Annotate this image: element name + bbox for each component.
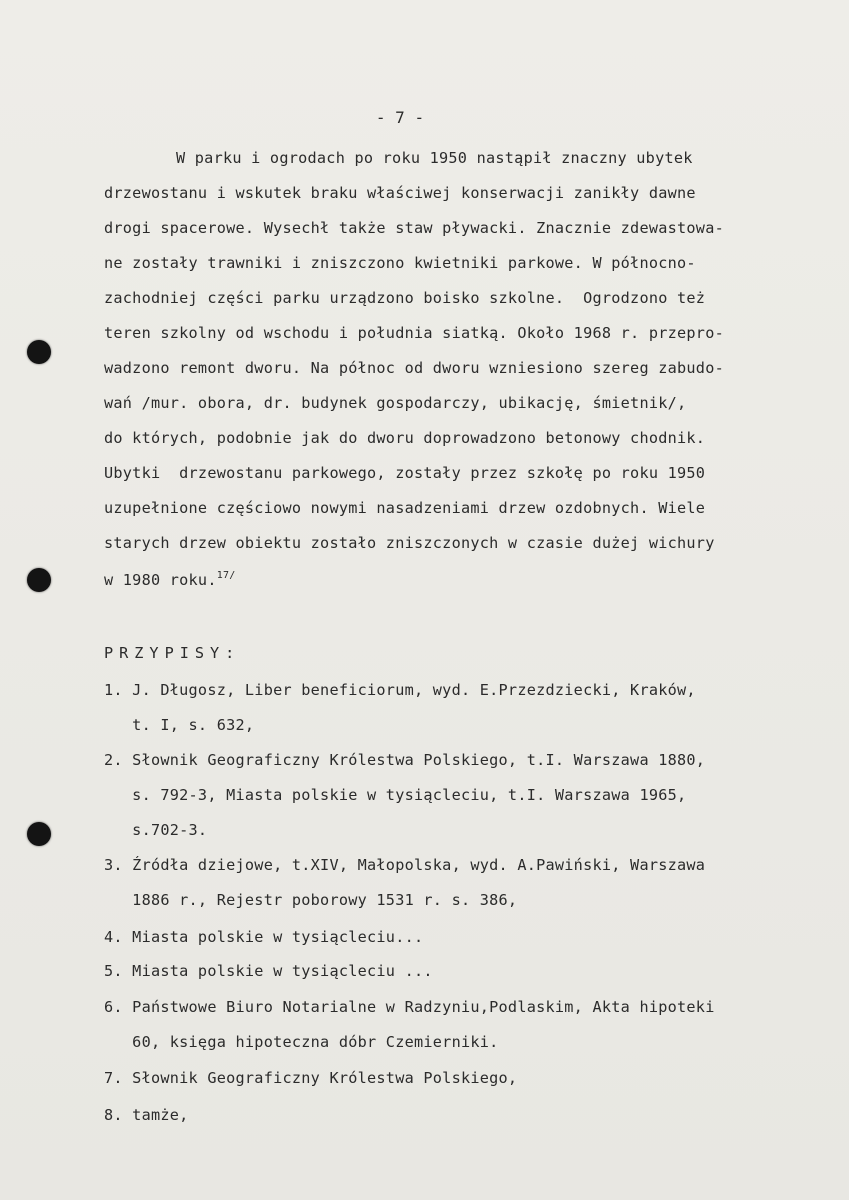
footnote-line: 3. Źródła dziejowe, t.XIV, Małopolska, wyd. A.Pawiński, Warszawa	[104, 856, 706, 874]
footnote-line: 1. J. Długosz, Liber beneficiorum, wyd. E.Przezdziecki, Kraków,	[104, 681, 696, 699]
footnote-line: 6. Państwowe Biuro Notarialne w Radzyniu,Podlaskim, Akta hipoteki	[104, 998, 715, 1016]
paragraph-line: drogi spacerowe. Wysechł także staw pływacki. Znacznie zdewastowa-	[104, 219, 724, 237]
paragraph-line: Ubytki drzewostanu parkowego, zostały przez szkołę po roku 1950	[104, 464, 706, 482]
paragraph-line: zachodniej części parku urządzono boisko szkolne. Ogrodzono też	[104, 289, 706, 307]
paragraph-line: drzewostanu i wskutek braku właściwej konserwacji zanikły dawne	[104, 184, 696, 202]
footnote-line: 8. tamże,	[104, 1106, 189, 1124]
paragraph-line: W parku i ogrodach po roku 1950 nastąpił znaczny ubytek	[176, 149, 693, 167]
punch-hole	[27, 568, 51, 592]
footnote-line: s. 792-3, Miasta polskie w tysiącleciu, t.I. Warszawa 1965,	[104, 786, 687, 804]
footnote-reference: 17/	[216, 570, 236, 581]
footnote-line: 1886 r., Rejestr poborowy 1531 r. s. 386,	[104, 891, 518, 909]
footnote-line: s.702-3.	[104, 821, 208, 839]
footnote-line: 7. Słownik Geograficzny Królestwa Polskiego,	[104, 1069, 518, 1087]
paragraph-line: teren szkolny od wschodu i południa siatką. Około 1968 r. przepro-	[104, 324, 724, 342]
paragraph-line: wań /mur. obora, dr. budynek gospodarczy, ubikację, śmietnik/,	[104, 394, 687, 412]
footnotes-heading: PRZYPISY:	[104, 644, 241, 662]
footnote-line: t. I, s. 632,	[104, 716, 255, 734]
paragraph-line: ne zostały trawniki i zniszczono kwietniki parkowe. W północno-	[104, 254, 696, 272]
paragraph-line: uzupełnione częściowo nowymi nasadzeniami drzew ozdobnych. Wiele	[104, 499, 706, 517]
footnote-line: 4. Miasta polskie w tysiącleciu...	[104, 928, 424, 946]
punch-hole	[27, 822, 51, 846]
footnote-line: 5. Miasta polskie w tysiącleciu ...	[104, 962, 433, 980]
punch-hole	[27, 340, 51, 364]
paragraph-line: do których, podobnie jak do dworu doprowadzono betonowy chodnik.	[104, 429, 706, 447]
paragraph-line: starych drzew obiektu zostało zniszczonych w czasie dużej wichury	[104, 534, 715, 552]
footnote-line: 60, księga hipoteczna dóbr Czemierniki.	[104, 1033, 499, 1051]
page-number: - 7 -	[375, 108, 425, 127]
footnote-line: 2. Słownik Geograficzny Królestwa Polskiego, t.I. Warszawa 1880,	[104, 751, 706, 769]
paragraph-last-line	[104, 570, 236, 593]
paragraph-line-text: w 1980 roku.	[104, 571, 217, 589]
paragraph-line: wadzono remont dworu. Na północ od dworu wzniesiono szereg zabudo-	[104, 359, 724, 377]
